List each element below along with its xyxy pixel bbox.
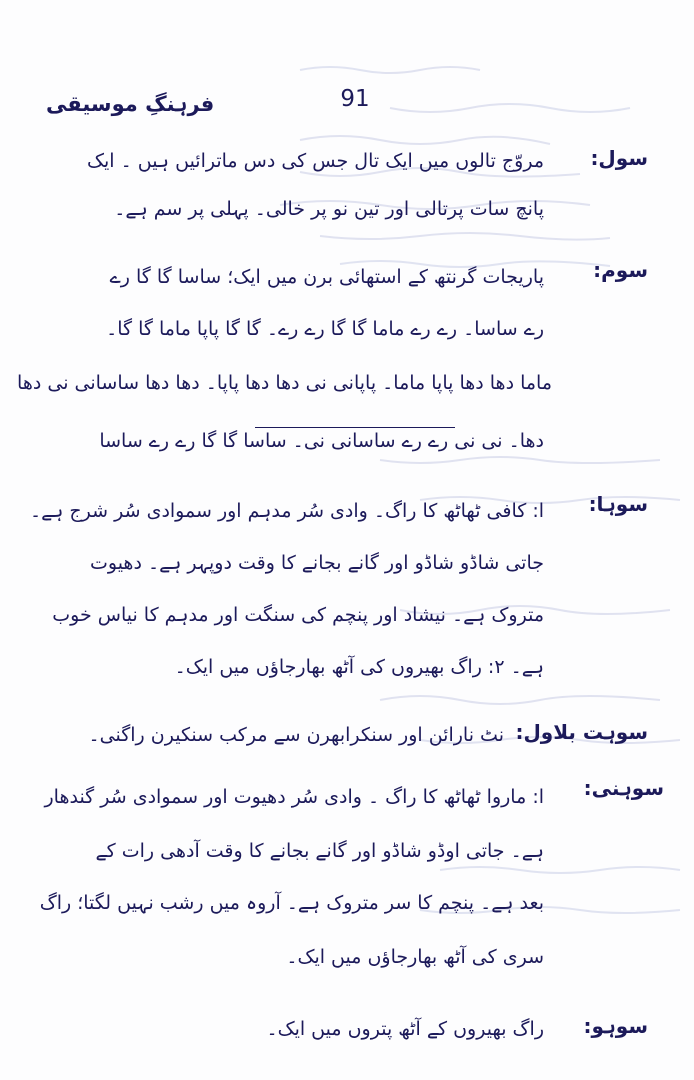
underline-rule bbox=[255, 427, 455, 428]
entry-line: رے ساسا۔ رے رے ماما گا گا رے رے۔ گا گا پاپا ماما گا گا۔ bbox=[106, 318, 544, 340]
entry-line: جاتی شاڈو شاڈو اور گانے بجانے کا وقت دوپہر ہے۔ دھیوت bbox=[90, 552, 544, 574]
entry-term: سوہنی: bbox=[583, 776, 664, 800]
entry-line: متروک ہے۔ نیشاد اور پنچم کی سنگت اور مدہم کا نیاس خوب bbox=[52, 604, 544, 626]
entry-line: مروّج تالوں میں ایک تال جس کی دس ماترائیں ہیں ۔ ایک bbox=[86, 150, 544, 172]
page-number: 91 bbox=[340, 86, 370, 112]
entry-term: سوہو: bbox=[583, 1014, 648, 1038]
entry-term: سوہت بلاول: bbox=[515, 720, 648, 744]
entry-line: راگ بھیروں کے آٹھ پتروں میں ایک۔ bbox=[266, 1018, 544, 1040]
entry-term: سوہا: bbox=[588, 492, 648, 516]
entry-line: ماما دھا دھا پاپا ماما۔ پاپانی نی دھا دھا پاپا۔ دھا دھا ساسانی نی دھا bbox=[17, 372, 552, 394]
entry-line: پانچ سات پرتالی اور تین نو پر خالی۔ پہلی پر سم ہے۔ bbox=[114, 198, 544, 220]
entry-line: بعد ہے۔ پنچم کا سر متروک ہے۔ آروہ میں رشب نہیں لگتا؛ راگ bbox=[39, 892, 544, 914]
entry-line: ا: ماروا ٹھاٹھ کا راگ ۔ وادی سُر دھیوت اور سموادی سُر گندھار bbox=[44, 786, 544, 808]
entry-term: سول: bbox=[590, 146, 648, 170]
entry-line: نٹ نارائن اور سنکرابھرن سے مرکب سنکیرن راگنی۔ bbox=[88, 724, 504, 746]
entry-line: دھا۔ نی نی رے رے ساسانی نی۔ ساسا گا گا رے رے ساسا bbox=[99, 430, 544, 452]
entry-line: سری کی آٹھ بھارجاؤں میں ایک۔ bbox=[286, 946, 544, 968]
running-header-title: فرہنگِ موسیقی bbox=[46, 92, 215, 116]
entry-line: ہے۔ ۲: راگ بھیروں کی آٹھ بھارجاؤں میں ایک۔ bbox=[174, 656, 544, 678]
entry-term: سوم: bbox=[593, 258, 648, 282]
entry-line: ا: کافی ٹھاٹھ کا راگ۔ وادی سُر مدہم اور سموادی سُر شرج ہے۔ bbox=[29, 500, 544, 522]
entry-line: ہے۔ جاتی اوڈو شاڈو اور گانے بجانے کا وقت آدھی رات کے bbox=[95, 840, 544, 862]
entry-line: پاریجات گرنتھ کے استھائی برن میں ایک؛ ساسا گا گا رے bbox=[109, 266, 544, 288]
